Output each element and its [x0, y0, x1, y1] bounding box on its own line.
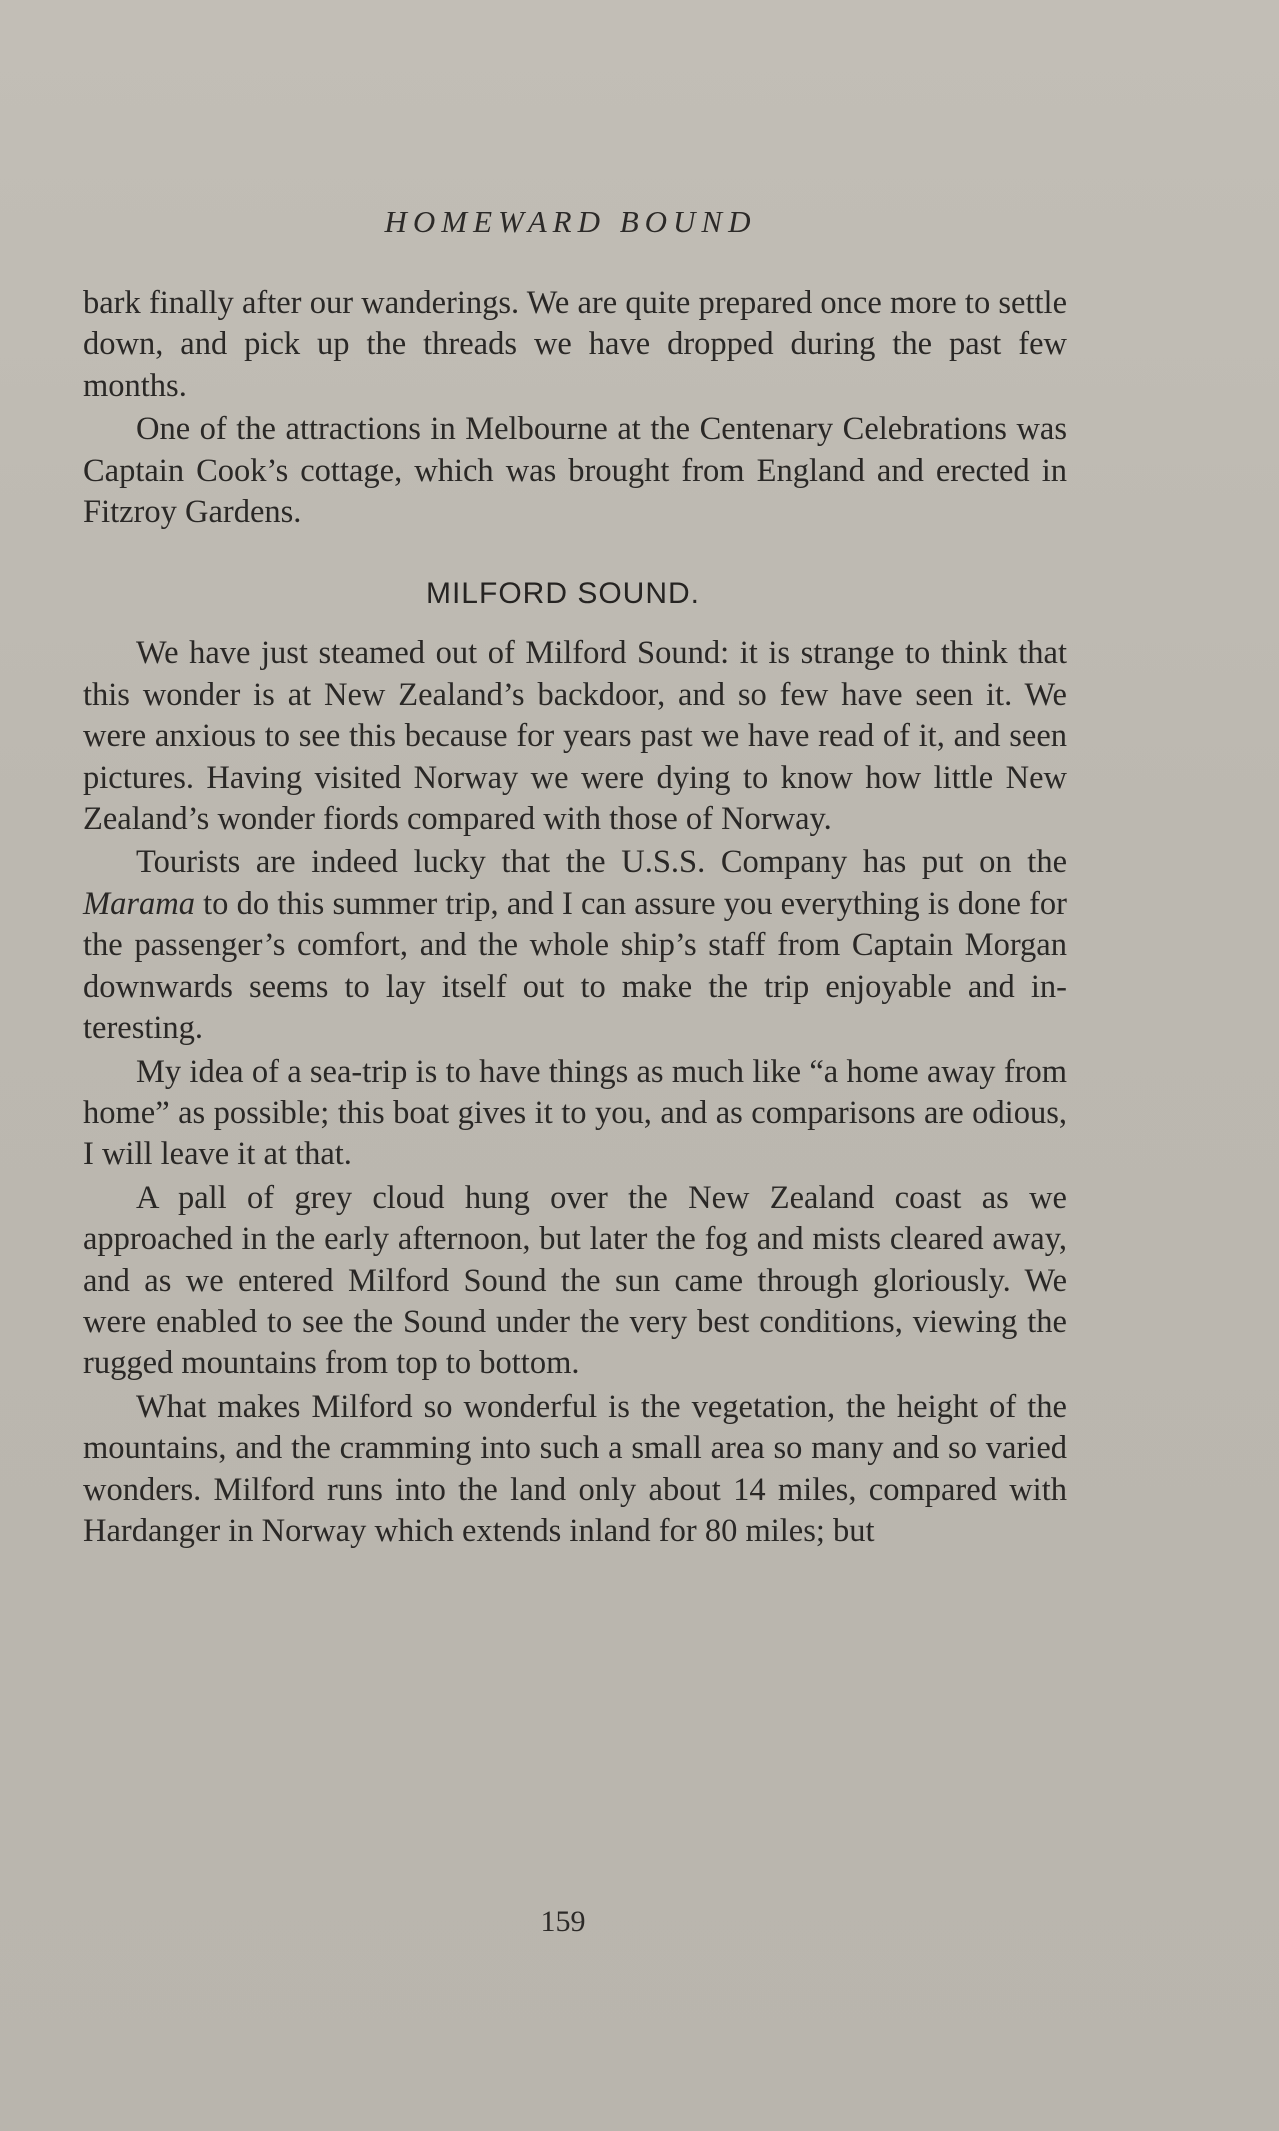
body-text: [83, 283, 1067, 1552]
paragraph-tourists-part2: to do this summer trip, and I can assure you everything is done for the passenger’s comfort, and the whole ship’s staff from Captain Morgan downwards seems to lay itself out to make the trip enjoyable and interesting.: [83, 885, 1067, 1047]
paragraph-cook-cottage: One of the attractions in Melbourne at the Centenary Celebrations was Captain Cook’s cottage, which was brought from England and erected in Fitzroy Gardens.: [83, 411, 1067, 531]
paragraph-what-makes-milford: What makes Milford so wonderful is the vegetation, the height of the mountains, and the cramming into such a small area so many and so varied wonders. Milford runs into the land only about 14 miles, compared with Hardanger in Norway which extends inland for 80 miles; but: [83, 1388, 1067, 1549]
running-head: HOMEWARD BOUND: [384, 204, 757, 239]
paragraph-sea-trip: My idea of a sea-trip is to have things as much like “a home away from home” as possible; this boat gives it to you, and as comparisons are odious, I will leave it at that.: [83, 1053, 1067, 1173]
paragraph-tourists-part1: Tourists are indeed lucky that the U.S.S. Company has put on the: [136, 844, 1067, 881]
paragraph-milford-intro: We have just steamed out of Milford Sound: it is strange to think that this wonder is at New Zealand’s backdoor, and so few have seen it. We were anxious to see this because for years past we have read of it, and seen pictures. Having visited Norway we were dying to know how little New Zealand’s wonder fiords compared with those of Norway.: [83, 635, 1067, 838]
section-title: MILFORD SOUND.: [425, 577, 700, 611]
paragraph-pall-of-cloud: A pall of grey cloud hung over the New Zealand coast as we approached in the early afternoon, but later the fog and mists cleared away, and as we entered Milford Sound the sun came through gloriously. We were enabled to see the Sound under the very best conditions, viewing the rugged mountains from top to bottom.: [83, 1179, 1067, 1382]
page-number: 159: [540, 1905, 586, 1938]
ship-name: Marama: [83, 885, 195, 922]
paragraph-continued: bark finally after our wanderings. We are quite prepared once more to settle down, and pick up the threads we have dropped during the past few months.: [83, 285, 1067, 404]
paragraph-tourists: [83, 842, 1067, 1049]
